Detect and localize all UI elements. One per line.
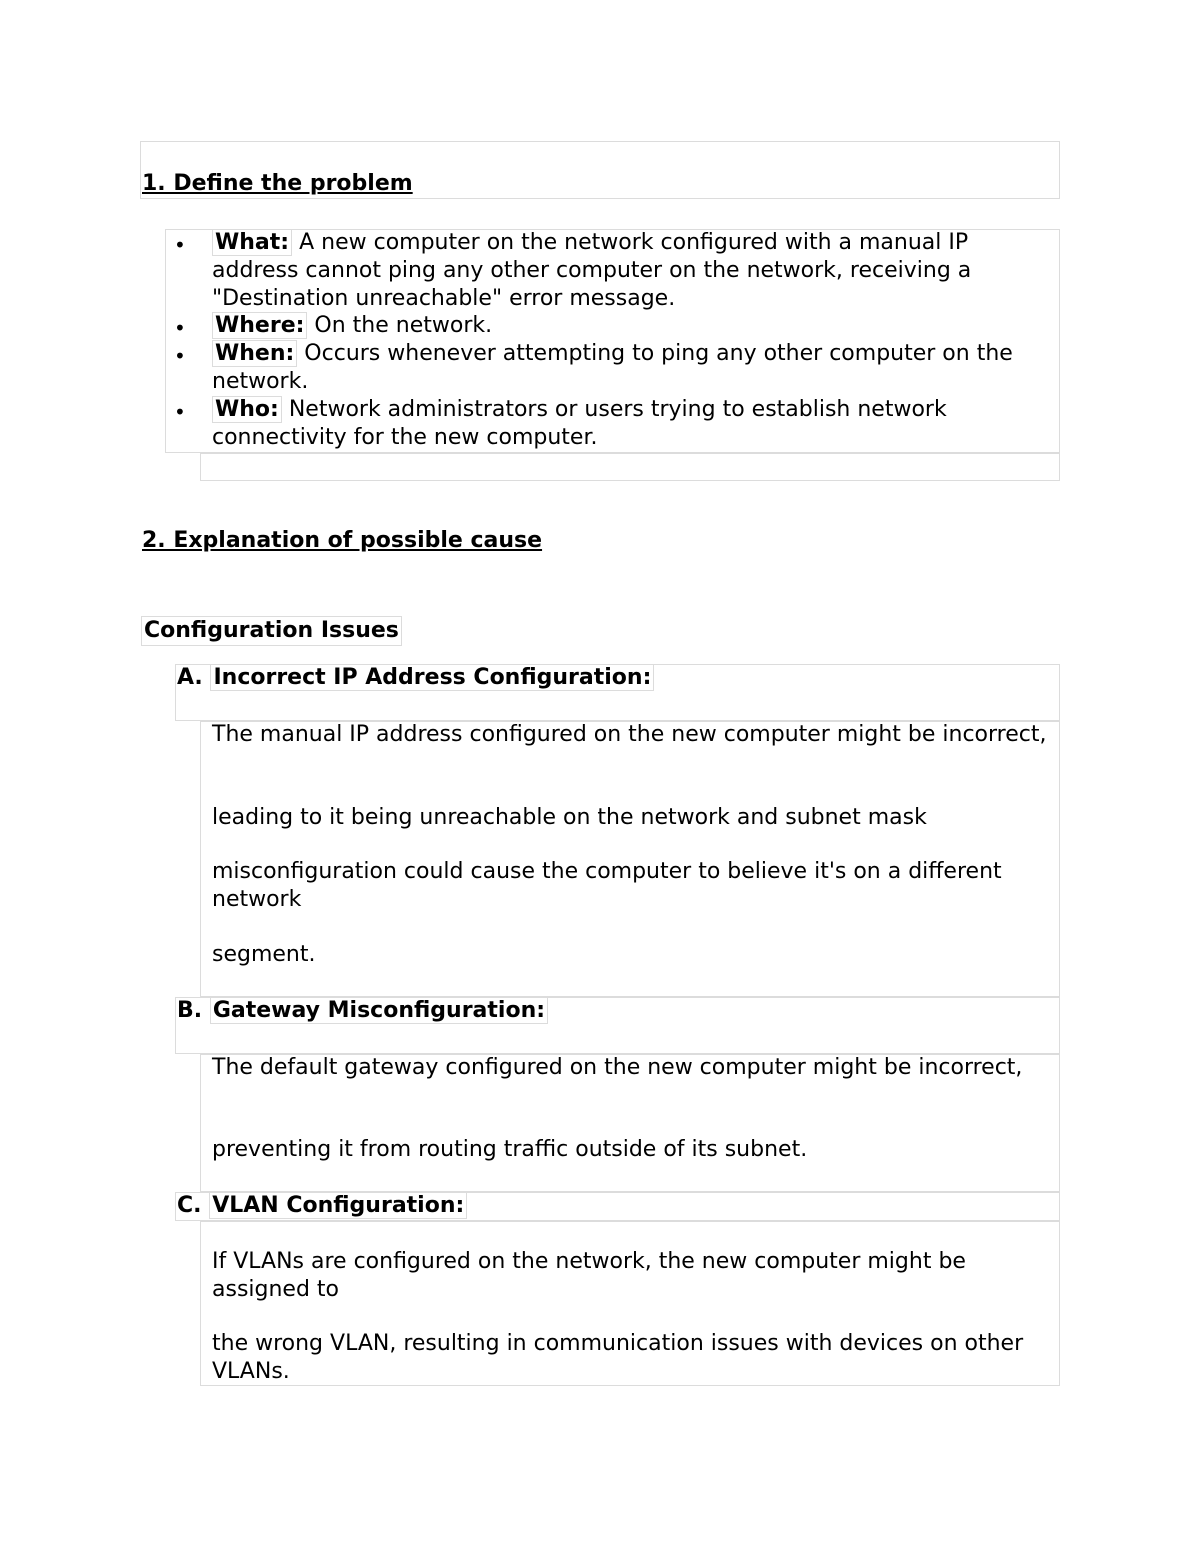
bullet-text: Occurs whenever attempting to ping any other computer on the network. <box>212 341 1013 394</box>
cause-c-paragraph-2: the wrong VLAN, resulting in communication issues with devices on other VLANs. <box>212 1331 1024 1384</box>
bullet-what <box>212 229 1042 313</box>
cause-b-paragraph-2: preventing it from routing traffic outside of its subnet. <box>212 1137 808 1162</box>
section2-heading: 2. Explanation of possible cause <box>142 528 543 553</box>
bullet-label: What: <box>212 229 292 256</box>
section1-heading: 1. Define the problem <box>142 171 413 196</box>
cause-b-title: Gateway Misconfiguration: <box>210 997 548 1024</box>
bullet-who <box>212 396 1042 452</box>
cause-a-paragraph-1: The manual IP address configured on the new computer might be incorrect, <box>212 722 1047 747</box>
cause-a-paragraph-4: segment. <box>212 942 316 967</box>
cause-a-letter: A. <box>177 665 203 690</box>
bullet-text: On the network. <box>307 313 493 338</box>
cause-c-paragraph-1: If VLANs are configured on the network, the new computer might be assigned to <box>212 1249 966 1302</box>
bullet-text: A new computer on the network configured with a manual IP address cannot ping any other computer on the network, receiving a "Destination unreachable" error message. <box>212 230 972 311</box>
cause-c-title-row <box>177 1192 467 1220</box>
cause-a-paragraph-3: misconfiguration could cause the computer to believe it's on a different network <box>212 859 1002 912</box>
bullet-marker-icon: • <box>174 344 186 368</box>
bullet-marker-icon: • <box>174 233 186 257</box>
bullet-where <box>212 312 1042 340</box>
cause-a-paragraph-2: leading to it being unreachable on the network and subnet mask <box>212 805 927 830</box>
bullet-text: Network administrators or users trying to establish network connectivity for the new computer. <box>212 397 947 450</box>
bullet-label: Who: <box>212 396 282 423</box>
bullet-marker-icon: • <box>174 316 186 340</box>
cause-b-title-row <box>177 997 548 1025</box>
configuration-issues-subheading: Configuration Issues <box>141 616 402 646</box>
bullet-list-tail-frame <box>200 453 1060 481</box>
bullet-when <box>212 340 1042 396</box>
bullet-label: Where: <box>212 312 307 339</box>
cause-b-letter: B. <box>177 998 203 1023</box>
bullet-marker-icon: • <box>174 400 186 424</box>
bullet-label: When: <box>212 340 297 367</box>
cause-c-title: VLAN Configuration: <box>209 1192 467 1219</box>
cause-a-title: Incorrect IP Address Configuration: <box>210 664 654 691</box>
cause-c-letter: C. <box>177 1193 202 1218</box>
cause-a-title-row <box>177 664 654 692</box>
cause-b-paragraph-1: The default gateway configured on the new computer might be incorrect, <box>212 1055 1023 1080</box>
